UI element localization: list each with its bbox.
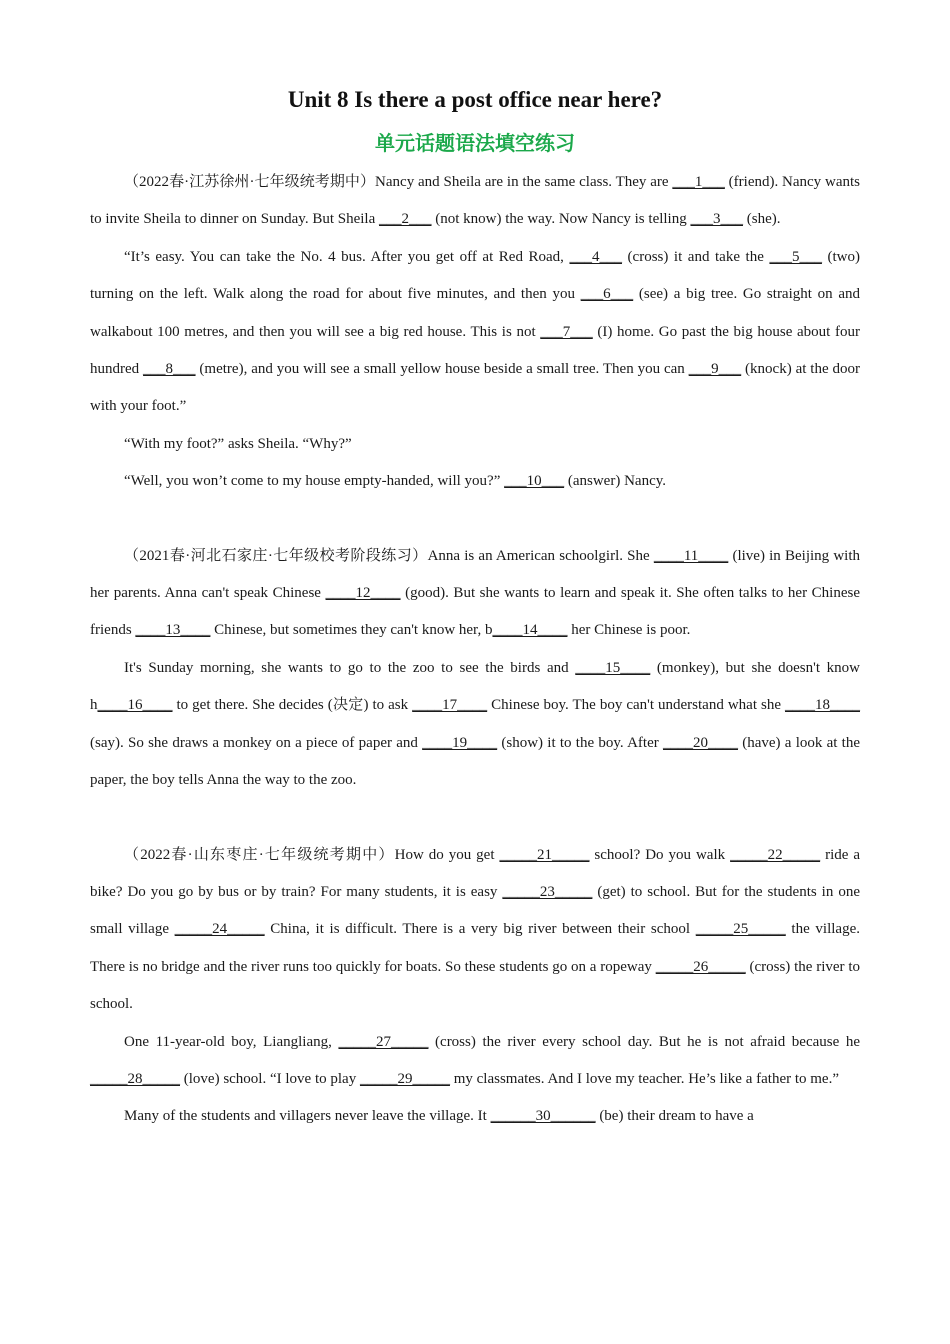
passage-text: (show) it to the boy. After xyxy=(497,734,663,751)
answer-blank: ___1___ xyxy=(672,174,725,190)
answer-blank: ____19____ xyxy=(422,734,498,751)
passage-text: (metre), and you will see a small yellow house beside a small tree. Then you can xyxy=(195,361,689,378)
page-subtitle: 单元话题语法填空练习 xyxy=(375,131,575,155)
passage-text: (get) to school. But for the students in one small village xyxy=(90,883,860,938)
passage-text: (she). xyxy=(742,211,781,228)
passage-text: Chinese, but sometimes they can't know her, b xyxy=(210,622,493,639)
passage-2 xyxy=(90,538,860,800)
page-title: Unit 8 Is there a post office near here? xyxy=(287,87,663,112)
answer-blank: ____17____ xyxy=(412,697,488,714)
passage-text: (answer) Nancy. xyxy=(564,473,667,490)
paragraph xyxy=(90,1098,860,1135)
passage-3 xyxy=(90,837,860,1136)
passage-text: (cross) the river to school. xyxy=(90,958,860,1013)
passage-text: （2021春·河北石家庄·七年级校考阶段练习）Anna is an American schoolgirl. She xyxy=(124,547,654,564)
answer-blank: _____27_____ xyxy=(338,1033,429,1050)
passage-text: China, it is difficult. There is a very big river between their school xyxy=(264,921,696,938)
passage-text: (love) school. “I love to play xyxy=(180,1070,360,1087)
passage-text: (cross) it and take the xyxy=(621,248,770,265)
section-spacer xyxy=(90,501,860,538)
passage-text: (two) turning on the left. Walk along the road for about five minutes, and then you xyxy=(90,248,860,303)
answer-blank: _____26_____ xyxy=(655,958,746,975)
answer-blank: ____18____ xyxy=(785,697,860,714)
passage-text: “With my foot?” asks Sheila. “Why?” xyxy=(124,435,352,452)
passage-text: (see) a big tree. Go straight on and walkabout 100 metres, and then you will see a big red house. This is not xyxy=(90,286,860,340)
passage-text: (knock) at the door with your foot.” xyxy=(90,361,861,415)
passage-text: (monkey), but she doesn't know h xyxy=(90,659,860,714)
answer-blank: ____14____ xyxy=(492,622,568,639)
passage-text: ride a bike? Do you go by bus or by train? For many students, it is easy xyxy=(90,846,861,900)
passage-text: (have) a look at the paper, the boy tells Anna the way to the zoo. xyxy=(90,734,861,789)
answer-blank: _____21_____ xyxy=(499,846,590,863)
answer-blank: ___7___ xyxy=(540,323,593,340)
passage-text: school? Do you walk xyxy=(589,846,731,863)
answer-blank: ____12____ xyxy=(325,585,401,602)
passage-text: “Well, you won’t come to my house empty-handed, will you?” xyxy=(124,473,505,490)
passage-text: (cross) the river every school day. But he is not afraid because he xyxy=(428,1033,861,1050)
paragraph xyxy=(90,538,860,650)
answer-blank: ____20____ xyxy=(662,734,738,751)
paragraph xyxy=(90,650,860,800)
answer-blank: ___9___ xyxy=(688,361,742,378)
answer-blank: _____23_____ xyxy=(502,883,593,900)
passage-text: （2022春·江苏徐州·七年级统考期中）Nancy and Sheila are in the same class. They are xyxy=(124,174,673,190)
answer-blank: ___4___ xyxy=(569,248,622,265)
passage-text: her Chinese is poor. xyxy=(567,622,691,639)
answer-blank: _____29_____ xyxy=(359,1070,450,1087)
paragraph xyxy=(90,463,860,500)
passage-text: my classmates. And I love my teacher. He’s like a father to me.” xyxy=(449,1070,839,1087)
paragraph xyxy=(90,164,860,239)
answer-blank: ____16____ xyxy=(97,697,173,714)
answer-blank: ___3___ xyxy=(690,211,743,228)
passage-1 xyxy=(90,164,860,501)
passage-text: Many of the students and villagers never leave the village. It xyxy=(124,1108,491,1125)
passage-text: (live) in Beijing with her parents. Anna can't speak Chinese xyxy=(90,547,860,602)
paragraph xyxy=(90,837,860,1024)
paragraph xyxy=(90,1024,860,1099)
answer-blank: ____15____ xyxy=(575,659,651,676)
passage-text: (I) home. Go past the big house about four hundred xyxy=(90,323,860,378)
passage-text: It's Sunday morning, she wants to go to the zoo to see the birds and xyxy=(124,659,576,676)
answer-blank: ___5___ xyxy=(769,248,822,265)
answer-blank: ______30______ xyxy=(490,1108,596,1125)
passage-text: (friend). Nancy wants to invite Sheila to dinner on Sunday. But Sheila xyxy=(90,174,860,228)
answer-blank: ___8___ xyxy=(143,361,196,378)
answer-blank: ___10___ xyxy=(504,473,565,490)
passage-text: (be) their dream to have a xyxy=(595,1108,754,1125)
passage-text: （2022春·山东枣庄·七年级统考期中）How do you get xyxy=(124,846,500,863)
passage-text: Chinese boy. The boy can't understand what she xyxy=(487,697,785,714)
passage-text: the village. There is no bridge and the river runs too quickly for boats. So these students go on a ropeway xyxy=(90,921,860,975)
passage-text: One 11-year-old boy, Liangliang, xyxy=(124,1033,339,1050)
answer-blank: ___2___ xyxy=(379,211,432,228)
paragraph xyxy=(90,426,860,463)
passage-text: (not know) the way. Now Nancy is telling xyxy=(431,211,691,228)
answer-blank: ____11____ xyxy=(653,547,729,564)
passage-text: (good). But she wants to learn and speak it. She often talks to her Chinese friends xyxy=(90,585,860,639)
answer-blank: _____28_____ xyxy=(90,1070,180,1087)
section-spacer xyxy=(90,800,860,837)
passage-text: “It’s easy. You can take the No. 4 bus. After you get off at Red Road, xyxy=(124,248,570,265)
paragraph xyxy=(90,239,860,426)
answer-blank: ____13____ xyxy=(135,622,211,639)
passage-text: (say). So she draws a monkey on a piece of paper and xyxy=(90,734,423,751)
answer-blank: _____24_____ xyxy=(174,921,265,938)
answer-blank: ___6___ xyxy=(580,286,634,303)
document-page xyxy=(90,80,860,1136)
answer-blank: _____22_____ xyxy=(730,846,821,863)
passage-text: to get there. She decides (决定) to ask xyxy=(172,697,413,714)
answer-blank: _____25_____ xyxy=(695,921,786,938)
